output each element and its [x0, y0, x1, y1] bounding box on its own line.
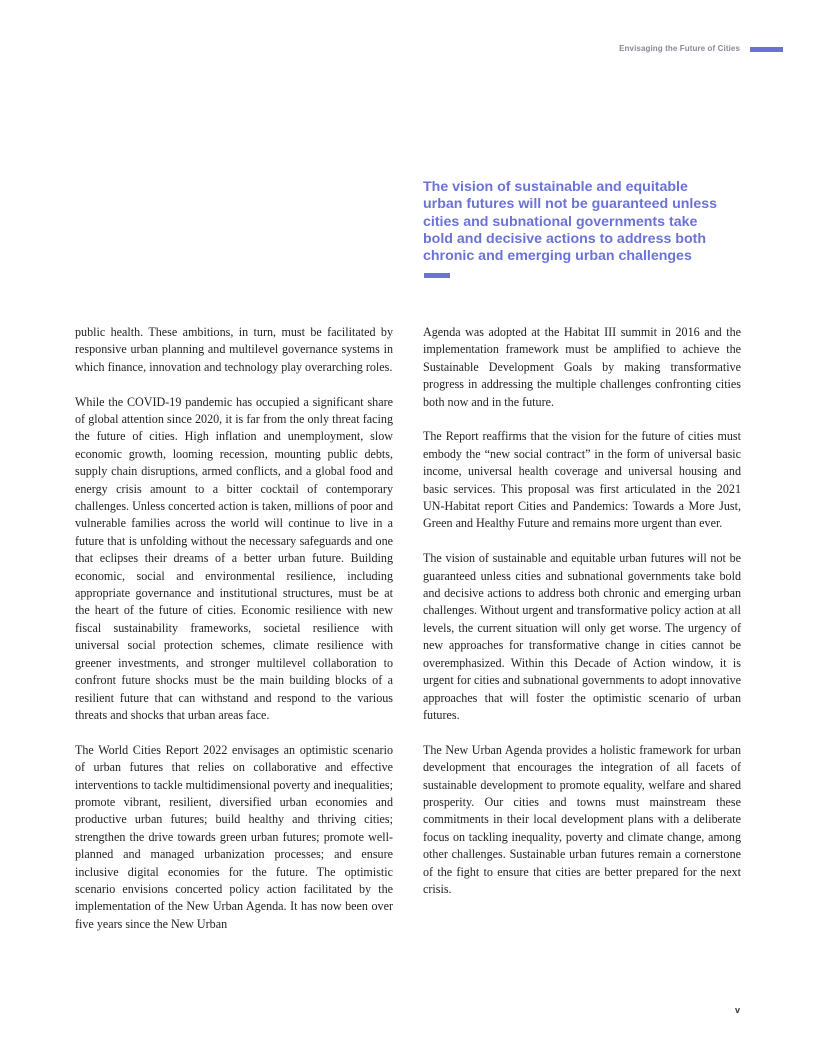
body-paragraph: The New Urban Agenda provides a holistic framework for urban development that encourages the integration of all facets of sustainable development to promote equality, welfare and shared prosperity. Our cities and towns must mainstream these commitments in their local development plans with a deliberate focus on tackling inequality, poverty and climate change, among other challenges. Sustainable urban futures remain a cornerstone of the fight to ensure that cities are better prepared for the next crisis. [423, 742, 741, 896]
pull-quote: The vision of sustainable and equitable urban futures will not be guaranteed unless cities and subnational governments take bold and decisive actions to address both chronic and emerging urban challenges [423, 179, 718, 265]
pull-quote-accent-bar [424, 273, 450, 278]
body-paragraph: public health. These ambitions, in turn, must be facilitated by responsive urban planning and multilevel governance systems in which finance, innovation and technology play overarching roles. [75, 325, 393, 374]
body-paragraph: The World Cities Report 2022 envisages an optimistic scenario of urban futures that relies on collaborative and effective interventions to tackle multidimensional poverty and inequalities; promote vibrant, resilient, diversified urban economies and productive urban futures; build healthy and thriving cities; strengthen the drive towards green urban futures; promote well-planned and managed urbanization processes; and ensure inclusive digital economies for the future. The optimistic scenario envisions concerted policy action facilitated by the implementation of the New Urban Agenda. It has now been over five years since the New Urban [75, 742, 393, 931]
running-header-title: Envisaging the Future of Cities [619, 44, 740, 53]
right-column [423, 324, 741, 916]
body-paragraph: Agenda was adopted at the Habitat III summit in 2016 and the implementation framework must be amplified to achieve the Sustainable Development Goals by making transformative progress in addressing the multiple challenges confronting cities both now and in the future. [423, 325, 741, 409]
header-accent-bar [750, 47, 783, 52]
left-column [75, 324, 393, 951]
body-paragraph: The vision of sustainable and equitable urban futures will not be guaranteed unless cities and subnational governments take bold and decisive actions to address both chronic and emerging urban challenges. Without urgent and transformative policy action at all levels, the current situation will only get worse. The urgency of new approaches for transformative change in cities cannot be overemphasized. Within this Decade of Action window, it is urgent for cities and subnational governments to adopt innovative approaches that will foster the optimistic scenario of urban futures. [423, 551, 741, 722]
page-number: v [735, 1005, 741, 1015]
body-paragraph: The Report reaffirms that the vision for the future of cities must embody the “new social contract” in the form of universal basic income, universal health coverage and universal housing and basic services. This proposal was first articulated in the 2021 UN-Habitat report Cities and Pandemics: Towards a More Just, Green and Healthy Future and remains more urgent than ever. [423, 429, 741, 531]
body-paragraph: While the COVID-19 pandemic has occupied a significant share of global attention since 2020, it is far from the only threat facing the future of cities. High inflation and unemployment, slow economic growth, looming recession, mounting public debts, supply chain disruptions, armed conflicts, and a global food and energy crisis amount to a bitter cocktail of contemporary challenges. Unless concerted action is taken, millions of poor and vulnerable families across the world will continue to live in a future that is unfolding without the necessary safeguards and one that eclipses their dreams of a better urban future. Building economic, social and environmental resilience, including appropriate governance and institutional structures, must be at the heart of the future of cities. Economic resilience with new fiscal sustainability frameworks, societal resilience with universal social protection schemes, climate resilience with greener investments, and stronger multilevel collaboration to confront future shocks must be the main building blocks of a resilient future that can withstand and respond to the various threats and shocks that urban areas face. [75, 394, 393, 722]
